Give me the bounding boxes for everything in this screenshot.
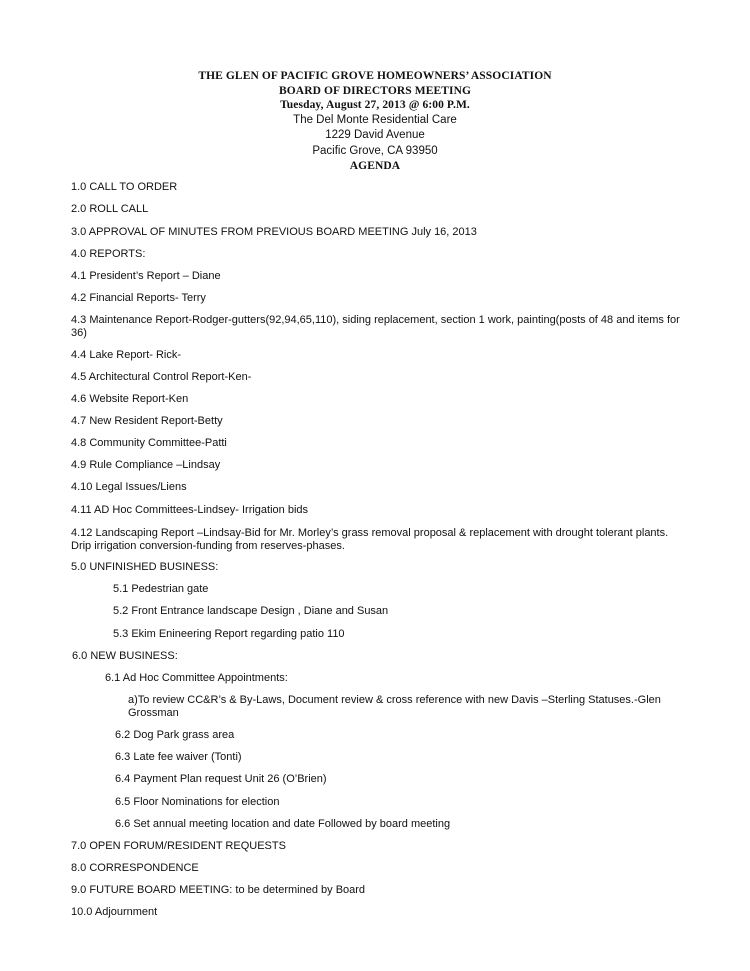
agenda-item-adjournment: 10.0 Adjournment [71,906,158,918]
agenda-item-roll-call: 2.0 ROLL CALL [71,203,149,215]
agenda-heading: AGENDA [349,160,401,172]
agenda-item-financial-reports: 4.2 Financial Reports- Terry [71,292,206,304]
agenda-item-lake-report: 4.4 Lake Report- Rick- [71,349,182,361]
agenda-item-unfinished-business: 5.0 UNFINISHED BUSINESS: [71,561,219,573]
agenda-item-approval-of-minutes: 3.0 APPROVAL OF MINUTES FROM PREVIOUS BOARD MEETING July 16, 2013 [71,226,477,238]
agenda-item-payment-plan: 6.4 Payment Plan request Unit 26 (O’Brien) [115,773,327,785]
agenda-item-architectural-control: 4.5 Architectural Control Report-Ken- [71,371,252,383]
agenda-item-website-report: 4.6 Website Report-Ken [71,393,189,405]
agenda-item-presidents-report: 4.1 President’s Report – Diane [71,270,221,282]
agenda-item-ccr-review: a)To review CC&R’s & By-Laws, Document review & cross reference with new Davis –Sterling Statuses.-Glen Grossman [128,694,661,719]
agenda-item-annual-meeting: 6.6 Set annual meeting location and date Followed by board meeting [115,818,451,830]
association-name: THE GLEN OF PACIFIC GROVE HOMEOWNERS’ ASSOCIATION [198,70,552,82]
agenda-item-correspondence: 8.0 CORRESPONDENCE [71,862,199,874]
agenda-item-ad-hoc-committees: 4.11 AD Hoc Committees-Lindsey- Irrigation bids [71,504,309,516]
agenda-item-floor-nominations: 6.5 Floor Nominations for election [115,796,280,808]
agenda-item-new-resident-report: 4.7 New Resident Report-Betty [71,415,223,427]
agenda-item-rule-compliance: 4.9 Rule Compliance –Lindsay [71,459,221,471]
meeting-title: BOARD OF DIRECTORS MEETING [278,84,472,97]
agenda-item-late-fee-waiver: 6.3 Late fee waiver (Tonti) [115,751,242,763]
agenda-item-pedestrian-gate: 5.1 Pedestrian gate [113,583,209,595]
agenda-header [0,69,750,174]
agenda-item-community-committee: 4.8 Community Committee-Patti [71,437,227,449]
agenda-item-legal-issues: 4.10 Legal Issues/Liens [71,481,187,493]
agenda-item-future-board-meeting: 9.0 FUTURE BOARD MEETING: to be determined by Board [71,884,366,896]
agenda-item-call-to-order: 1.0 CALL TO ORDER [71,181,178,193]
venue-city: Pacific Grove, CA 93950 [312,144,438,157]
agenda-item-dog-park: 6.2 Dog Park grass area [115,729,235,741]
agenda-item-new-business: 6.0 NEW BUSINESS: [72,650,178,662]
meeting-datetime: Tuesday, August 27, 2013 @ 6:00 P.M. [280,99,470,111]
agenda-item-maintenance-report: 4.3 Maintenance Report-Rodger-gutters(92,94,65,110), siding replacement, section 1 work, painting(posts of 48 and items for 36) [71,314,680,339]
agenda-item-front-entrance-design: 5.2 Front Entrance landscape Design , Diane and Susan [113,605,389,617]
venue-street: 1229 David Avenue [325,129,425,141]
agenda-item-landscaping-report: 4.12 Landscaping Report –Lindsay-Bid for Mr. Morley’s grass removal proposal & replacement with drought tolerant plants. Drip irrigation conversion-funding from reserves-phases. [71,527,669,552]
agenda-item-ad-hoc-appointments: 6.1 Ad Hoc Committee Appointments: [105,672,288,684]
agenda-item-open-forum: 7.0 OPEN FORUM/RESIDENT REQUESTS [71,840,286,852]
agenda-item-ekim-engineering-report: 5.3 Ekim Enineering Report regarding patio 110 [113,628,345,640]
agenda-item-reports: 4.0 REPORTS: [71,248,146,260]
venue-name: The Del Monte Residential Care [293,113,457,126]
